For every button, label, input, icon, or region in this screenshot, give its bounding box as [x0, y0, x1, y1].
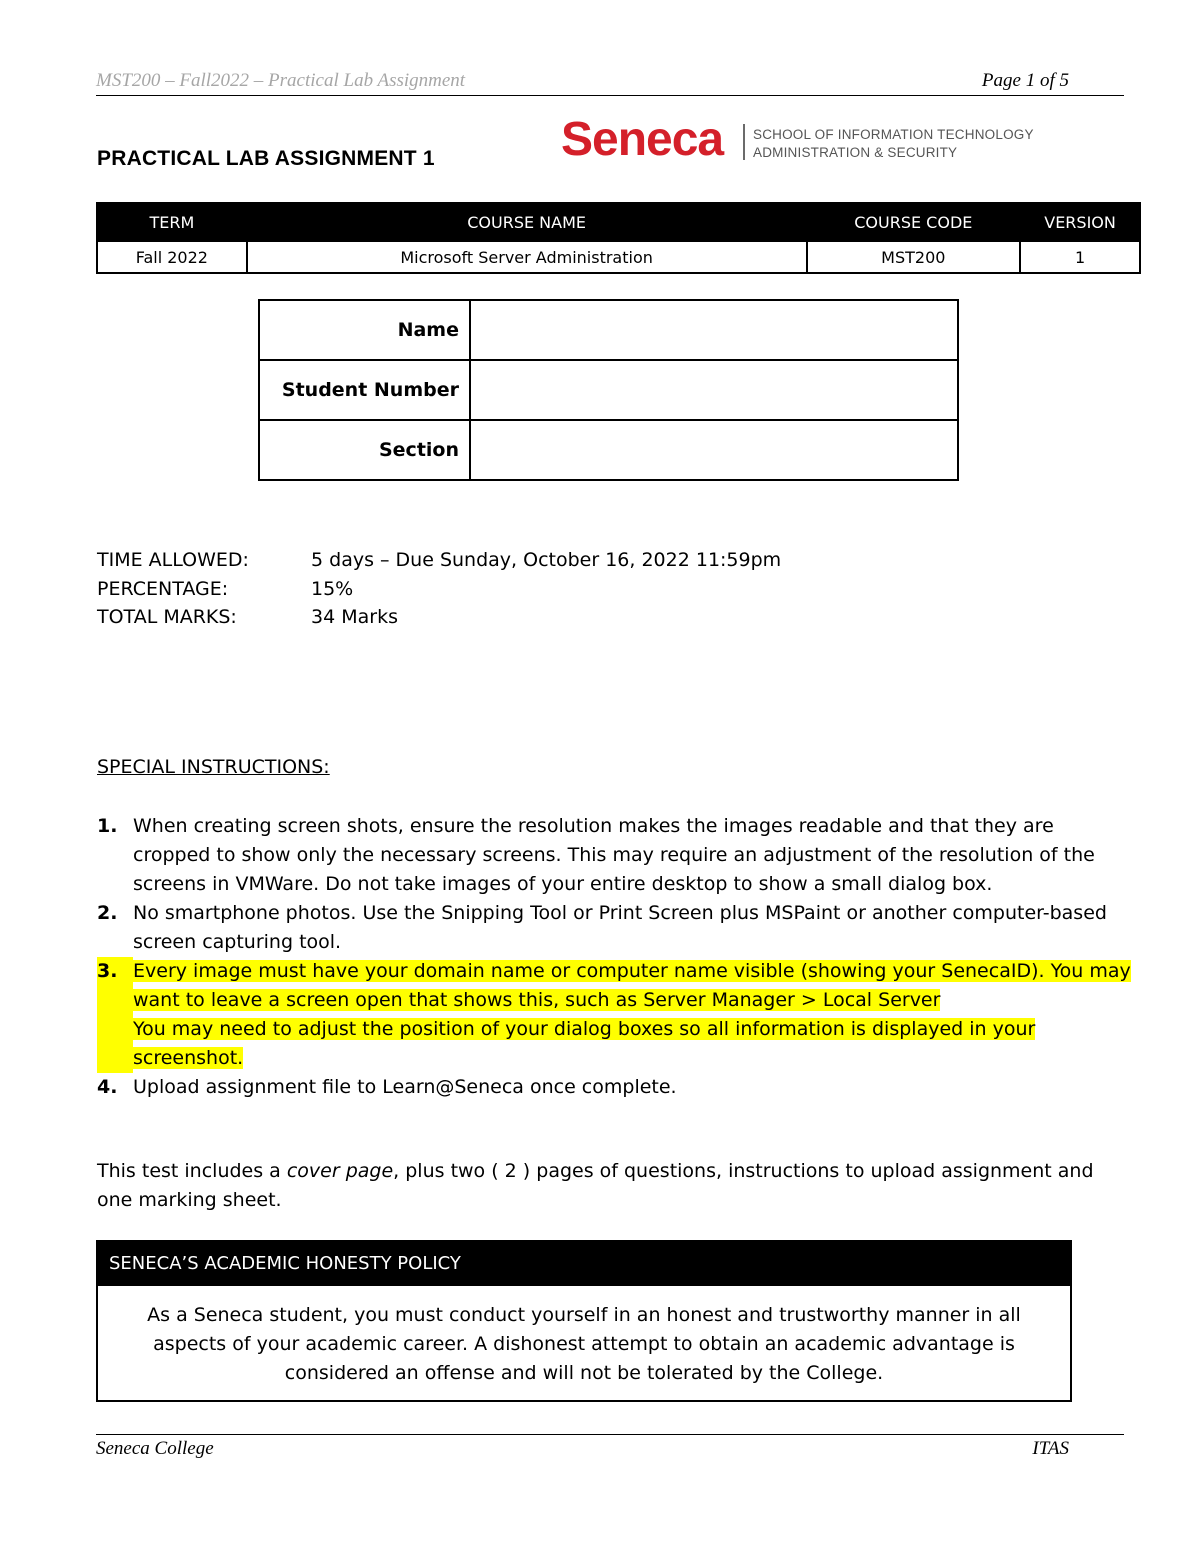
list-item: [97, 812, 1137, 899]
info-key: PERCENTAGE:: [97, 577, 229, 600]
student-number-field[interactable]: [470, 360, 958, 420]
item-number: 3.: [97, 957, 133, 1073]
logo-line-2: ADMINISTRATION & SECURITY: [753, 145, 958, 160]
course-table-row: [97, 241, 1140, 273]
cell-term: Fall 2022: [97, 241, 247, 273]
test-contents-note: [97, 1157, 1107, 1215]
cell-course-name: Microsoft Server Administration: [247, 241, 807, 273]
running-header-title: MST200 – Fall2022 – Practical Lab Assignment: [96, 70, 466, 91]
label-section: Section: [259, 420, 470, 480]
course-info-table: [96, 202, 1141, 274]
special-instructions-heading: SPECIAL INSTRUCTIONS:: [97, 756, 330, 778]
policy-body: As a Seneca student, you must conduct yourself in an honest and trustworthy manner in all aspects of your academic career. A dishonest attempt to obtain an academic advantage is considered an offense and will not be tolerated by the College.: [147, 1304, 1021, 1384]
logo-line-1: SCHOOL OF INFORMATION TECHNOLOGY: [753, 127, 1034, 142]
footer-left: Seneca College: [96, 1438, 214, 1459]
student-info-table: [258, 299, 959, 481]
list-item: [97, 899, 1137, 957]
item-text: When creating screen shots, ensure the resolution makes the images readable and that they are cropped to show only the necessary screens. This may require an adjustment of the resolution of the screens in VMWare. Do not take images of your entire desktop to show a small dialog box.: [133, 815, 1095, 895]
info-value: 15%: [311, 577, 354, 600]
highlighted-text-b: You may need to adjust the position of your dialog boxes so all information is displayed in your screenshot.: [133, 1018, 1036, 1069]
academic-honesty-policy-box: [96, 1240, 1072, 1402]
header-course-name: COURSE NAME: [247, 203, 807, 241]
instructions-list: [97, 812, 1137, 1102]
info-row-marks: [97, 603, 781, 632]
info-row-time: [97, 546, 781, 575]
info-key: TIME ALLOWED:: [97, 549, 249, 571]
footer-rule: [96, 1434, 1124, 1435]
logo-divider: [743, 124, 745, 160]
assignment-info: [97, 546, 781, 632]
item-number: 4.: [97, 1076, 118, 1098]
student-row-name: [259, 300, 958, 360]
header-term: TERM: [97, 203, 247, 241]
header-course-code: COURSE CODE: [807, 203, 1021, 241]
logo-school-name: [753, 126, 1034, 162]
note-text: This test includes a: [97, 1160, 287, 1182]
section-field[interactable]: [470, 420, 958, 480]
seneca-logo: Seneca: [561, 113, 724, 166]
student-row-section: [259, 420, 958, 480]
item-text: Upload assignment file to Learn@Seneca once complete.: [133, 1076, 677, 1098]
document-title: PRACTICAL LAB ASSIGNMENT 1: [97, 147, 435, 170]
item-text: [133, 957, 1137, 1073]
list-item: [97, 1073, 1137, 1102]
label-name: Name: [259, 300, 470, 360]
info-value: 34 Marks: [311, 606, 398, 628]
info-row-percentage: [97, 575, 781, 604]
page-number: Page 1 of 5: [981, 70, 1069, 91]
highlighted-text-a: Every image must have your domain name or computer name visible (showing your SenecaID). You may want to leave a screen open that shows this, such as Server Manager > Local Server: [133, 960, 1131, 1011]
list-item-highlighted: [97, 957, 1137, 1073]
note-italic: cover page: [286, 1160, 394, 1182]
info-value: 5 days – Due Sunday, October 16, 2022 11:59pm: [311, 549, 782, 571]
info-key: TOTAL MARKS:: [97, 606, 237, 628]
cell-version: 1: [1020, 241, 1140, 273]
header-rule: [96, 95, 1124, 96]
item-number: 1.: [97, 815, 118, 837]
item-text: No smartphone photos. Use the Snipping Tool or Print Screen plus MSPaint or another computer-based screen capturing tool.: [133, 902, 1107, 953]
header-version: VERSION: [1020, 203, 1140, 241]
student-row-number: [259, 360, 958, 420]
course-table-header-row: [97, 203, 1140, 241]
name-field[interactable]: [470, 300, 958, 360]
footer-right: ITAS: [1032, 1438, 1069, 1459]
policy-heading: SENECA’S ACADEMIC HONESTY POLICY: [98, 1242, 1070, 1286]
label-student-number: Student Number: [259, 360, 470, 420]
cell-course-code: MST200: [807, 241, 1021, 273]
item-number: 2.: [97, 902, 118, 924]
note-text: , plus two ( 2 ) pages of questions, instructions to upload assignment and one marking sheet.: [97, 1160, 1094, 1211]
